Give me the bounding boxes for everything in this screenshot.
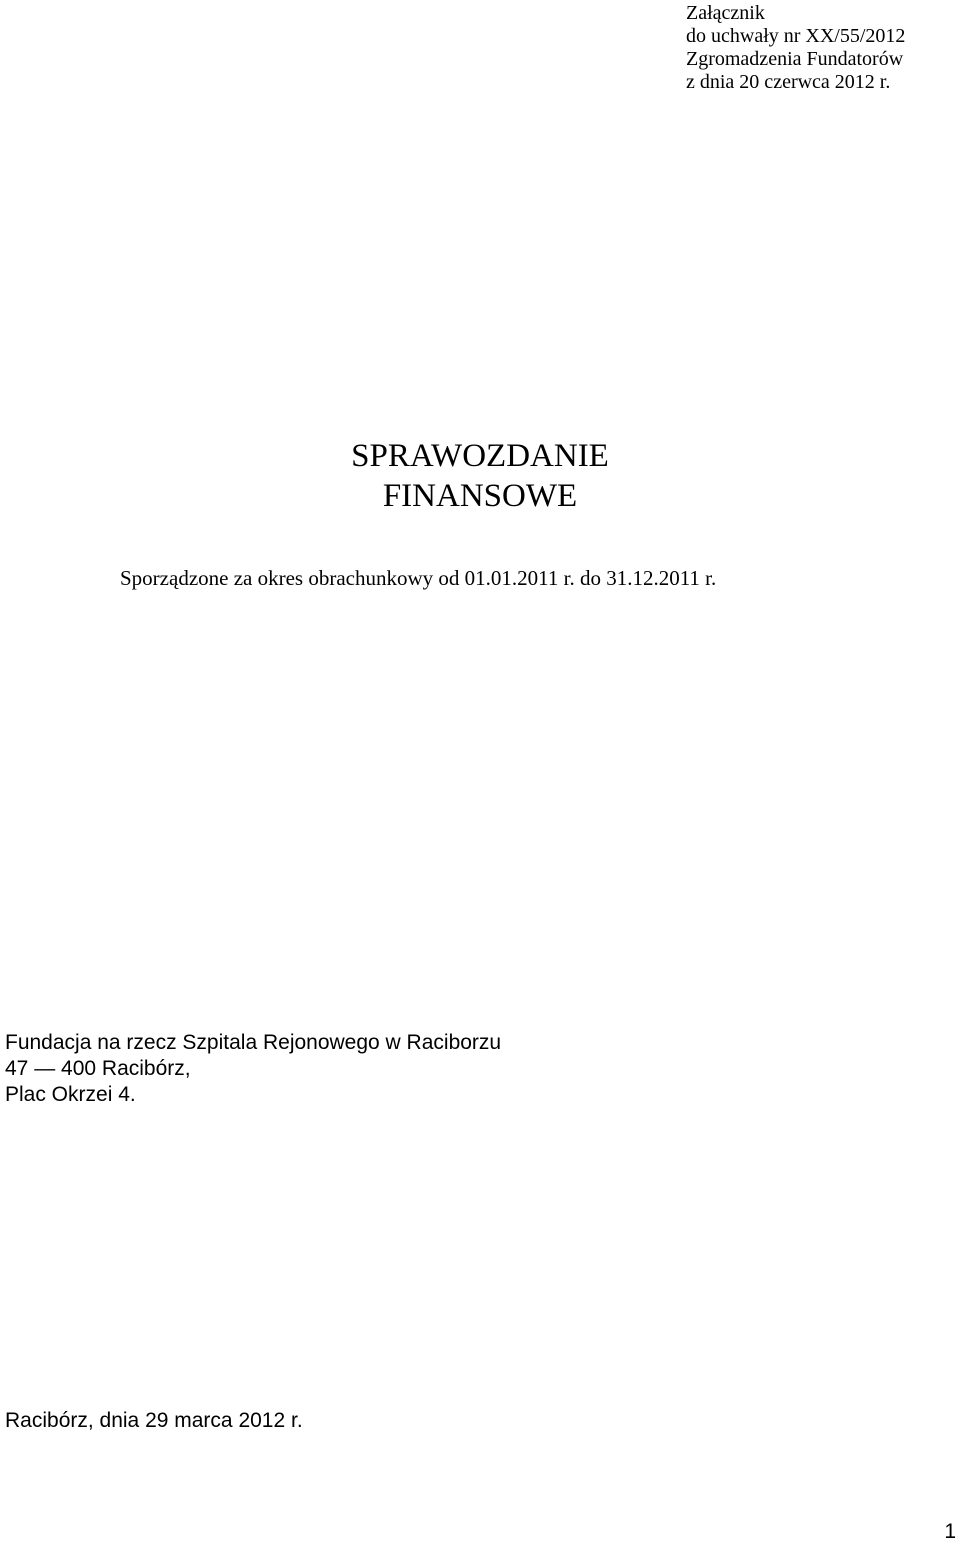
place-and-date: Racibórz, dnia 29 marca 2012 r. bbox=[5, 1409, 303, 1432]
street-address: Plac Okrzei 4. bbox=[5, 1083, 136, 1106]
page-number: 1 bbox=[944, 1520, 956, 1543]
organization-address bbox=[5, 1030, 501, 1108]
resolution-date: z dnia 20 czerwca 2012 r. bbox=[686, 71, 891, 93]
attachment-note bbox=[686, 2, 905, 94]
organization-name: Fundacja na rzecz Szpitala Rejonowego w Raciborzu bbox=[5, 1031, 502, 1054]
document-title bbox=[0, 436, 960, 516]
reporting-period: Sporządzone za okres obrachunkowy od 01.01.2011 r. do 31.12.2011 r. bbox=[120, 566, 717, 590]
title-line-1: SPRAWOZDANIE bbox=[351, 438, 609, 474]
resolution-reference: do uchwały nr XX/55/2012 bbox=[686, 25, 906, 47]
assembly-name: Zgromadzenia Fundatorów bbox=[686, 48, 904, 70]
attachment-label: Załącznik bbox=[686, 2, 765, 24]
title-line-2: FINANSOWE bbox=[382, 478, 578, 514]
postal-code-city: 47 — 400 Racibórz, bbox=[5, 1057, 191, 1080]
